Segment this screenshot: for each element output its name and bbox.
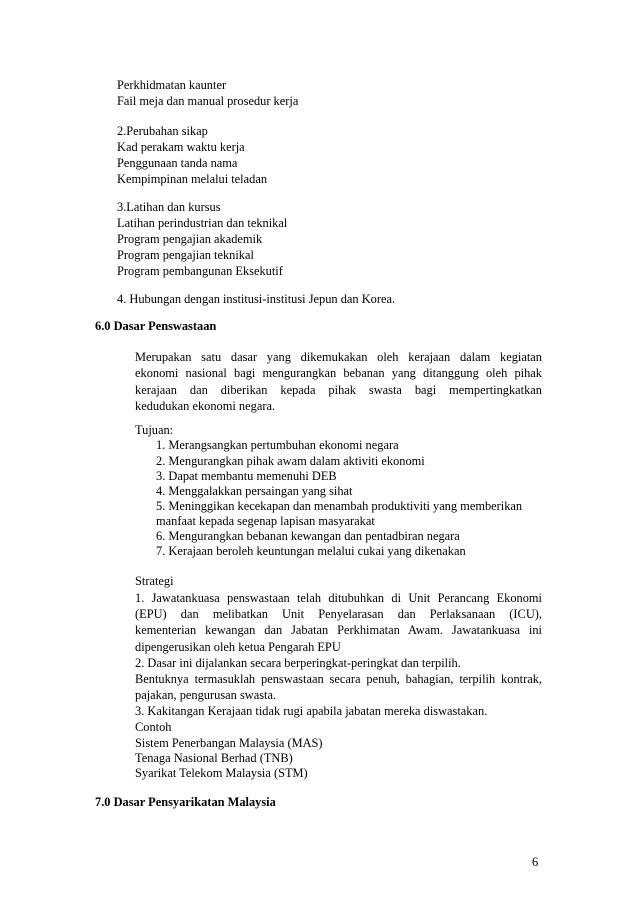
paragraph-line: (EPU) dan melibatkan Unit Penyelarasan dan Perlaksanaan (ICU), (135, 607, 542, 622)
list-item: 3. Dapat membantu memenuhi DEB (156, 469, 337, 483)
page-number: 6 (532, 855, 539, 869)
list-item: 4. Menggalakkan persaingan yang sihat (156, 484, 353, 498)
paragraph-line: 1. Jawatankuasa penswastaan telah ditubuhkan di Unit Perancang Ekonomi (135, 591, 542, 605)
paragraph-line: ekonomi nasional bagi mengurangkan bebanan yang ditanggung oleh pihak (135, 366, 542, 381)
intro-paragraph (135, 349, 542, 414)
subheading: 4. Hubungan dengan institusi-institusi Jepun dan Korea. (117, 292, 396, 306)
list-item: 6. Mengurangkan bebanan kewangan dan pentadbiran negara (156, 529, 460, 543)
subheading: 3.Latihan dan kursus (117, 200, 221, 214)
list-item: 1. Merangsangkan pertumbuhan ekonomi negara (156, 438, 399, 452)
paragraph-line: Merupakan satu dasar yang dikemukakan oleh kerajaan dalam kegiatan (135, 350, 542, 364)
strategi-paragraph (135, 590, 542, 720)
subheading: 2.Perubahan sikap (117, 124, 208, 138)
text-line: Perkhidmatan kaunter (117, 78, 227, 92)
text-line: Penggunaan tanda nama (117, 156, 238, 170)
section-heading: 6.0 Dasar Penswastaan (95, 319, 217, 333)
text-line: Fail meja dan manual prosedur kerja (117, 94, 299, 108)
example-item: Tenaga Nasional Berhad (TNB) (135, 751, 293, 765)
list-item-continuation: manfaat kepada segenap lapisan masyarakat (156, 514, 375, 528)
text-line: Program pengajian teknikal (117, 248, 254, 262)
paragraph-line: kerajaan dan diberikan kepada pihak swasta bagi mempertingkatkan (135, 382, 542, 397)
text-line: Latihan perindustrian dan teknikal (117, 216, 288, 230)
contoh-label: Contoh (135, 720, 172, 734)
paragraph-line: kementerian kewangan dan Jabatan Perkhimatan Awam. Jawatankuasa ini (135, 623, 542, 638)
list-item: 7. Kerajaan beroleh keuntungan melalui cukai yang dikenakan (156, 544, 466, 558)
paragraph-line: kedudukan ekonomi negara. (135, 398, 276, 413)
list-item: 2. Mengurangkan pihak awam dalam aktiviti ekonomi (156, 454, 425, 468)
paragraph-line: 2. Dasar ini dijalankan secara berperingkat-peringkat dan terpilih. (135, 655, 461, 670)
text-line: Program pengajian akademik (117, 232, 263, 246)
text-line: Program pembangunan Eksekutif (117, 264, 283, 278)
text-line: Kempimpinan melalui teladan (117, 172, 268, 186)
paragraph-line: Bentuknya termasuklah penswastaan secara penuh, bahagian, terpilih kontrak, (135, 672, 542, 687)
section-heading: 7.0 Dasar Pensyarikatan Malaysia (95, 795, 276, 809)
paragraph-line: pajakan, pengurusan swasta. (135, 688, 277, 703)
example-item: Syarikat Telekom Malaysia (STM) (135, 766, 308, 780)
strategi-label: Strategi (135, 574, 174, 588)
paragraph-line: 3. Kakitangan Kerajaan tidak rugi apabila jabatan mereka diswastakan. (135, 704, 488, 719)
example-item: Sistem Penerbangan Malaysia (MAS) (135, 736, 323, 750)
list-item: 5. Meninggikan kecekapan dan menambah produktiviti yang memberikan (156, 499, 523, 513)
text-line: Kad perakam waktu kerja (117, 140, 245, 154)
paragraph-line: dipengerusikan oleh ketua Pengarah EPU (135, 639, 341, 654)
tujuan-label: Tujuan: (135, 423, 174, 437)
